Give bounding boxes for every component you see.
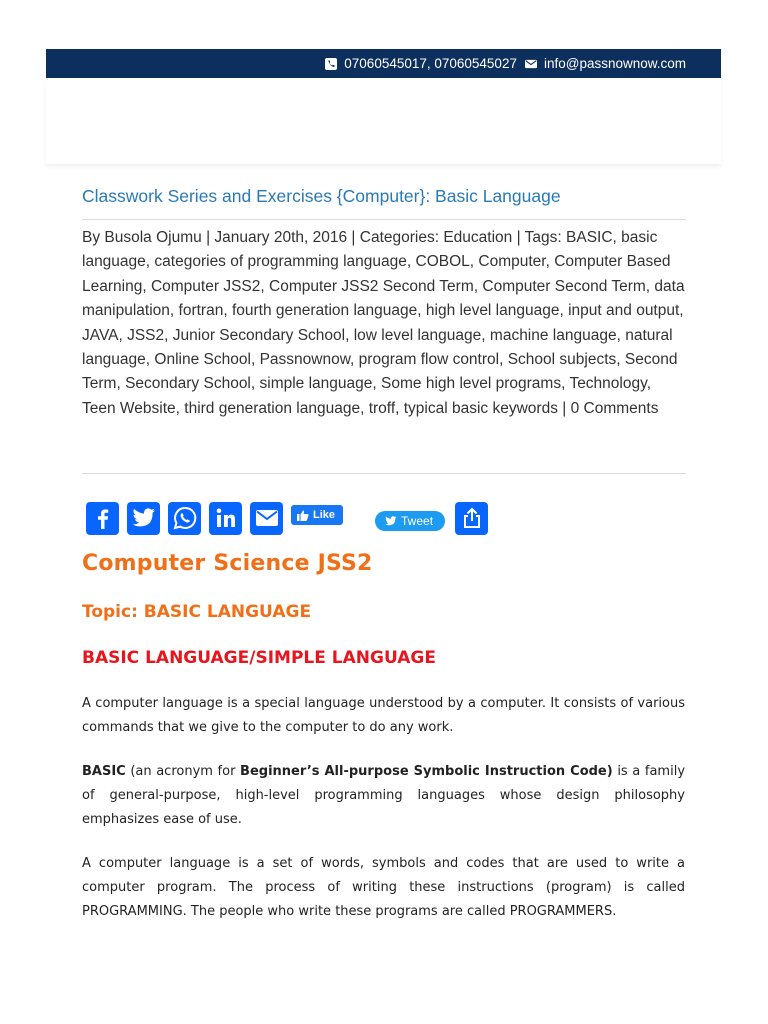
- tag-link[interactable]: data manipulation: [82, 277, 685, 320]
- tag-link[interactable]: JAVA: [82, 326, 119, 344]
- email-share-button[interactable]: [250, 502, 283, 535]
- twitter-share-button[interactable]: [127, 502, 160, 535]
- tag-link[interactable]: Computer Based Learning: [82, 253, 671, 295]
- paragraph: A computer language is a set of words, symbols and codes that are used to write a computer program. The process of writing these instructions (program) is called PROGRAMMING. The people who write these programs are called PROGRAMMERS.: [82, 856, 685, 920]
- tag-link[interactable]: machine language: [489, 326, 617, 344]
- topic-heading: Topic: BASIC LANGUAGE: [82, 602, 312, 622]
- top-contact-bar: [46, 49, 721, 78]
- facebook-share-button[interactable]: [86, 502, 119, 535]
- tag-link[interactable]: third generation language: [184, 399, 361, 417]
- tag-link[interactable]: Some high level programs: [381, 375, 562, 393]
- tag-link[interactable]: Secondary School: [125, 375, 251, 393]
- post-title[interactable]: Classwork Series and Exercises {Computer}: Basic Language: [82, 186, 561, 206]
- tag-link[interactable]: JSS2: [127, 326, 165, 344]
- facebook-like-button[interactable]: Like: [291, 505, 343, 525]
- share-button[interactable]: [455, 502, 488, 535]
- tag-link[interactable]: troff: [368, 399, 396, 417]
- tag-link[interactable]: program flow control: [358, 351, 500, 369]
- tag-link[interactable]: fourth generation language: [231, 302, 418, 320]
- thumbs-up-icon: [297, 510, 309, 521]
- share-icon: [462, 507, 482, 529]
- tag-link[interactable]: typical basic keywords: [403, 399, 558, 417]
- tag-link[interactable]: COBOL: [415, 253, 470, 271]
- post-date: January 20th, 2016: [214, 229, 348, 246]
- divider: [82, 473, 686, 474]
- phone-numbers[interactable]: 07060545017, 07060545027: [344, 56, 517, 71]
- whatsapp-share-button[interactable]: [168, 502, 201, 535]
- tag-link[interactable]: Computer: [478, 253, 546, 271]
- paragraph: A computer language is a special language understood by a computer. It consists of various commands that we give to the computer to do any work.: [82, 696, 685, 736]
- divider: [82, 219, 686, 220]
- tag-link[interactable]: simple language: [259, 375, 373, 393]
- tweet-button[interactable]: Tweet: [375, 511, 445, 531]
- tag-link[interactable]: high level language: [425, 302, 560, 320]
- linkedin-icon: [215, 507, 237, 529]
- tag-link[interactable]: low level language: [353, 326, 482, 344]
- tag-link[interactable]: basic language: [82, 229, 658, 271]
- facebook-icon: [93, 507, 113, 529]
- tag-link[interactable]: BASIC: [566, 229, 613, 246]
- tag-link[interactable]: Second Term: [82, 351, 678, 393]
- tag-link[interactable]: Online School: [154, 351, 251, 369]
- phone-icon: [325, 58, 337, 70]
- tag-link[interactable]: Computer Second Term: [482, 277, 646, 295]
- tag-link[interactable]: input and output: [568, 302, 680, 320]
- envelope-icon: [525, 58, 537, 70]
- tag-link[interactable]: Technology: [569, 375, 647, 393]
- content-heading: Computer Science JSS2: [82, 551, 373, 576]
- share-bar: [86, 501, 496, 535]
- twitter-bird-icon: [385, 516, 397, 526]
- comments-link[interactable]: 0 Comments: [570, 399, 659, 417]
- tag-list: BASIC, basic language, categories of programming language, COBOL, Computer, Computer Based Learning, Computer JSS2, Computer JSS2 Second Term, Computer Second Term, data manipulation, fortran, fourth generation language, high level language, input and output, JAVA, JSS2, Junior Secondary School, low level language, machine language, natural language, Online School, Passnownow, program flow control, School subjects, Second Term, Secondary School, simple language, Some high level programs, Technology, Teen Website, third generation language, troff, typical basic keywords: [82, 229, 685, 417]
- tag-link[interactable]: School subjects: [507, 351, 617, 369]
- site-header: [46, 78, 721, 164]
- linkedin-share-button[interactable]: [209, 502, 242, 535]
- email-link[interactable]: info@passnownow.com: [543, 56, 686, 71]
- email-icon: [255, 509, 279, 527]
- tag-link[interactable]: Computer JSS2: [150, 277, 261, 295]
- tag-link[interactable]: fortran: [178, 302, 224, 320]
- tag-link[interactable]: categories of programming language: [154, 253, 407, 271]
- whatsapp-icon: [173, 506, 197, 530]
- tag-link[interactable]: natural language: [82, 326, 673, 369]
- category-link[interactable]: Education: [443, 229, 513, 246]
- tag-link[interactable]: Passnownow: [259, 351, 351, 369]
- tag-link[interactable]: Computer JSS2 Second Term: [269, 277, 474, 295]
- tag-link[interactable]: Teen Website: [82, 399, 176, 417]
- twitter-icon: [132, 508, 156, 528]
- author-link[interactable]: Busola Ojumu: [104, 229, 202, 246]
- section-heading: BASIC LANGUAGE/SIMPLE LANGUAGE: [82, 648, 436, 668]
- paragraph: BASIC (an acronym for Beginner’s All-purpose Symbolic Instruction Code) is a family of general-purpose, high-level programming languages whose design philosophy emphasizes ease of use.: [82, 764, 686, 828]
- post-meta: By Busola Ojumu | January 20th, 2016 | Categories: Education | Tags: BASIC, basic language, categories of programming language, COBOL, Computer, Computer Based Learning, Computer JSS2, Computer JSS2 Second Term, Computer Second Term, data manipulation, fortran, fourth generation language, high level language, input and output, JAVA, JSS2, Junior Secondary School, low level language, machine language, natural language, Online School, Passnownow, program flow control, School subjects, Second Term, Secondary School, simple language, Some high level programs, Technology, Teen Website, third generation language, troff, typical basic keywords | 0 Comments: [82, 229, 685, 417]
- tag-link[interactable]: Junior Secondary School: [172, 326, 346, 344]
